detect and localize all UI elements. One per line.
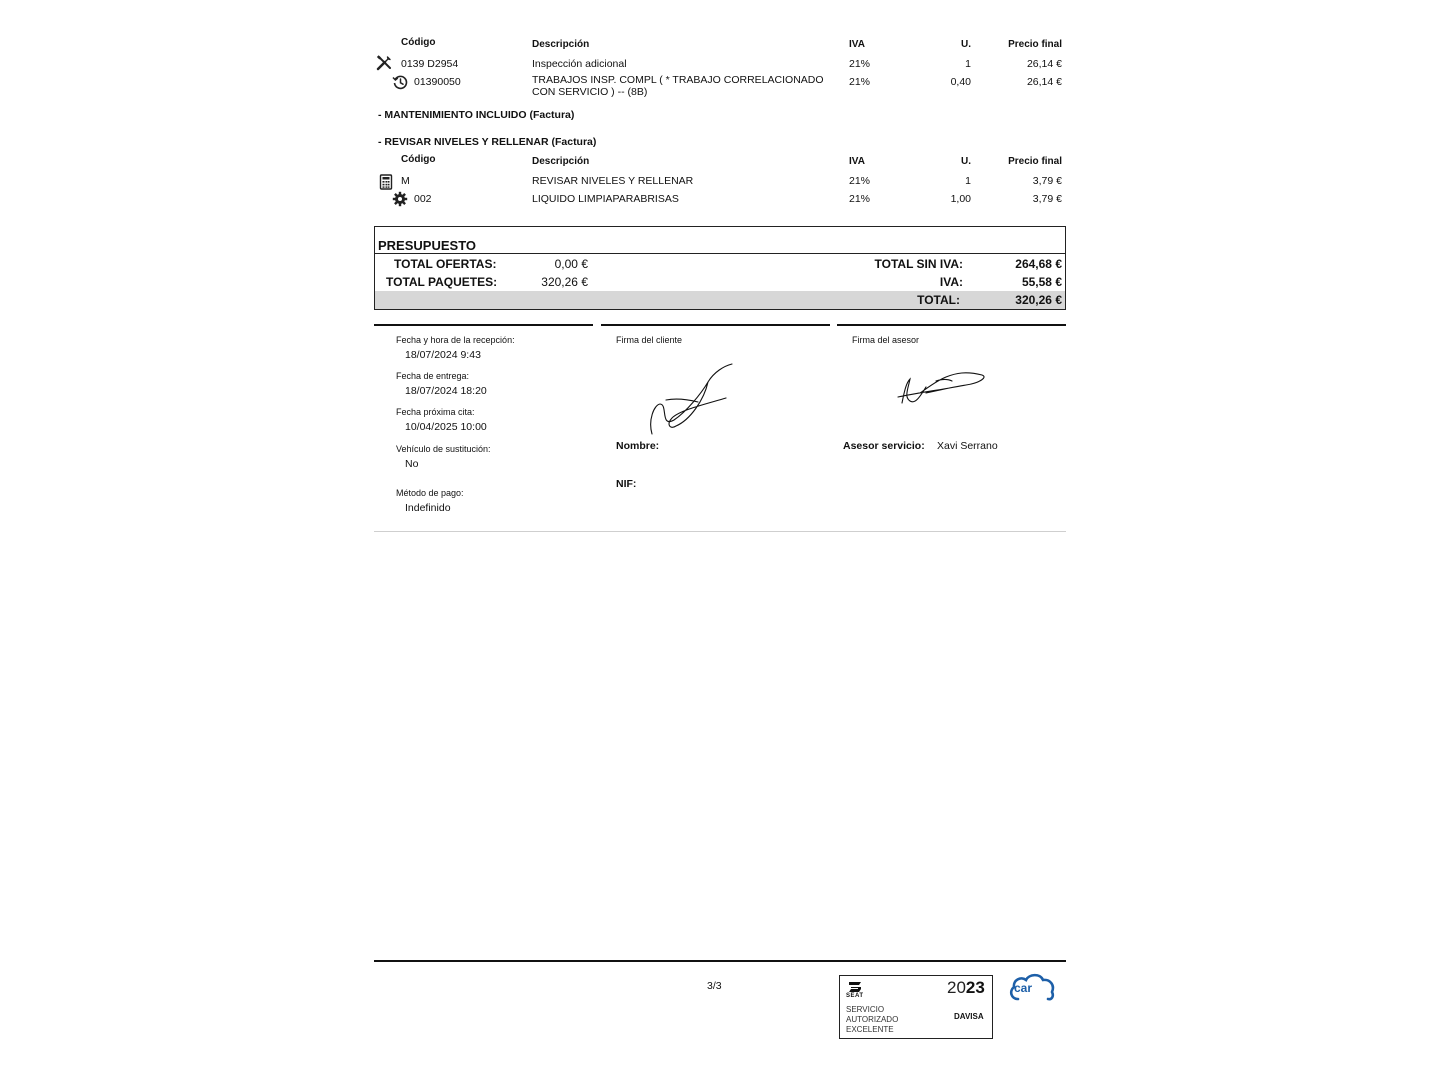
col-header-codigo: Código: [401, 37, 436, 48]
badge-year: [947, 978, 985, 998]
divider: [601, 324, 830, 326]
row-descripcion: LIQUIDO LIMPIAPARABRISAS: [532, 193, 679, 205]
fecha-entrega-value: 18/07/2024 18:20: [405, 385, 487, 397]
row-iva: 21%: [849, 193, 871, 205]
row-codigo: 002: [414, 193, 432, 205]
total-band: [375, 291, 1065, 309]
total-label: TOTAL:: [917, 293, 960, 307]
seat-excellence-badge: [839, 975, 993, 1039]
metodo-pago-label: Método de pago:: [396, 488, 464, 498]
vehiculo-sustitucion-label: Vehículo de sustitución:: [396, 444, 491, 454]
fecha-recepcion-value: 18/07/2024 9:43: [405, 349, 481, 361]
row-descripcion: TRABAJOS INSP. COMPL ( * TRABAJO CORRELACIONADO: [532, 74, 824, 86]
nif-label: NIF:: [616, 478, 637, 490]
row-units: 1: [965, 58, 971, 70]
total-paquetes-label: TOTAL PAQUETES:: [386, 275, 498, 289]
history-clock-icon: [392, 74, 408, 90]
row-units: 0,40: [950, 76, 971, 88]
col-header-precio: Precio final: [1008, 39, 1062, 50]
wrench-screwdriver-icon: [376, 55, 392, 71]
row-precio: 3,79 €: [1032, 175, 1062, 187]
section-revisar-niveles: - REVISAR NIVELES Y RELLENAR (Factura): [378, 136, 597, 148]
presupuesto-title: PRESUPUESTO: [378, 238, 477, 253]
gear-icon: [392, 191, 408, 207]
vehiculo-sustitucion-value: No: [405, 458, 419, 470]
total-ofertas-label: TOTAL OFERTAS:: [394, 257, 497, 271]
car-logo-text: car: [1014, 981, 1033, 995]
presupuesto-box: [374, 226, 1066, 310]
fecha-entrega-label: Fecha de entrega:: [396, 371, 470, 381]
divider: [837, 324, 1066, 326]
divider: [375, 253, 1065, 254]
badge-dealer: DAVISA: [954, 1012, 984, 1021]
total-paquetes-value: 320,26 €: [541, 275, 588, 289]
row-precio: 26,14 €: [1026, 76, 1062, 88]
seat-logo-icon: [848, 981, 862, 993]
advisor-signature: [896, 367, 996, 409]
client-signature: [646, 360, 741, 438]
row-iva: 21%: [849, 76, 871, 88]
page-number: 3/3: [707, 980, 722, 992]
col-header-precio: Precio final: [1008, 156, 1062, 167]
col-header-descripcion: Descripción: [532, 39, 590, 50]
row-units: 1: [965, 175, 971, 187]
row-descripcion-cont: CON SERVICIO ) -- (8B): [532, 86, 648, 98]
car-cloud-logo: [1008, 972, 1056, 1004]
col-header-iva: IVA: [849, 156, 865, 167]
row-codigo: 01390050: [414, 76, 461, 88]
row-codigo: 0139 D2954: [401, 58, 459, 70]
total-value: 320,26 €: [1015, 293, 1062, 307]
col-header-u: U.: [961, 156, 971, 167]
total-sin-iva-value: 264,68 €: [1015, 257, 1062, 271]
metodo-pago-value: Indefinido: [405, 502, 451, 514]
total-sin-iva-label: TOTAL SIN IVA:: [874, 257, 963, 271]
col-header-iva: IVA: [849, 39, 865, 50]
calculator-icon: [378, 174, 394, 190]
row-descripcion: Inspección adicional: [532, 58, 627, 70]
row-codigo: M: [401, 175, 410, 187]
badge-year-bold: 23: [965, 978, 985, 997]
divider: [374, 531, 1066, 532]
document-page: [374, 30, 1066, 1060]
fecha-recepcion-label: Fecha y hora de la recepción:: [396, 335, 515, 345]
row-units: 1,00: [950, 193, 971, 205]
seat-brand-text: SEAT: [846, 993, 864, 999]
col-header-codigo: Código: [401, 154, 436, 165]
asesor-servicio-label: Asesor servicio:: [843, 440, 925, 452]
badge-line-2: AUTORIZADO: [846, 1015, 899, 1024]
proxima-cita-value: 10/04/2025 10:00: [405, 421, 487, 433]
badge-line-1: SERVICIO: [846, 1005, 885, 1014]
asesor-servicio-value: Xavi Serrano: [937, 440, 998, 452]
divider: [374, 324, 593, 326]
col-header-descripcion: Descripción: [532, 156, 590, 167]
nombre-label: Nombre:: [616, 440, 660, 452]
badge-year-light: 20: [947, 978, 966, 997]
total-ofertas-value: 0,00 €: [554, 257, 588, 271]
row-precio: 3,79 €: [1032, 193, 1062, 205]
badge-line-3: EXCELENTE: [846, 1025, 894, 1034]
section-mantenimiento: - MANTENIMIENTO INCLUIDO (Factura): [378, 109, 575, 121]
row-iva: 21%: [849, 175, 871, 187]
col-header-u: U.: [961, 39, 971, 50]
iva-label: IVA:: [939, 275, 963, 289]
iva-value: 55,58 €: [1021, 275, 1062, 289]
divider: [374, 960, 1066, 962]
proxima-cita-label: Fecha próxima cita:: [396, 407, 475, 417]
row-precio: 26,14 €: [1026, 58, 1062, 70]
row-iva: 21%: [849, 58, 871, 70]
firma-asesor-label: Firma del asesor: [852, 335, 920, 345]
row-descripcion: REVISAR NIVELES Y RELLENAR: [532, 175, 694, 187]
firma-cliente-label: Firma del cliente: [616, 335, 683, 345]
